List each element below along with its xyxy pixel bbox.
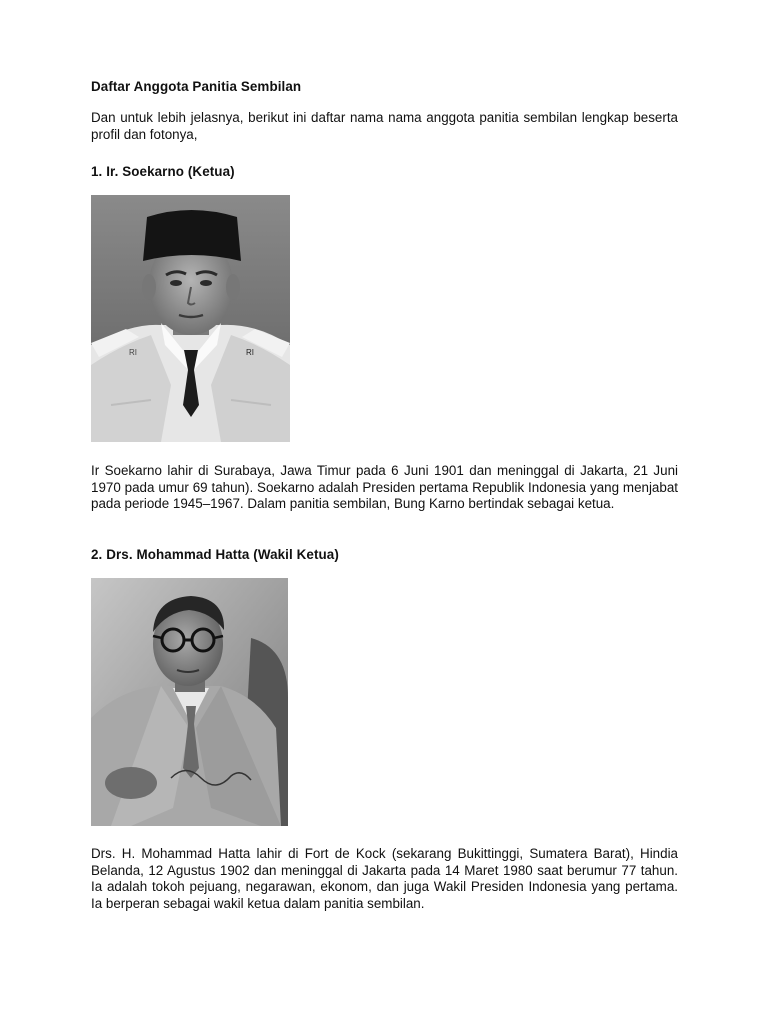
document-title: Daftar Anggota Panitia Sembilan — [91, 79, 302, 94]
member-2-bio: Drs. H. Mohammad Hatta lahir di Fort de Kock (sekarang Bukittinggi, Sumatera Barat), Hindia Belanda, 12 Agustus 1902 dan meninggal di Jakarta pada 14 Maret 1980 saat berumur 77 tahun. Ia adalah tokoh pejuang, negarawan, ekonom, dan juga Wakil Presiden Indonesia yang pertama. Ia berperan sebagai wakil ketua dalam panitia sembilan. — [91, 846, 678, 911]
svg-text:RI: RI — [129, 348, 137, 357]
member-2-heading: 2. Drs. Mohammad Hatta (Wakil Ketua) — [91, 547, 339, 562]
member-1-heading: 1. Ir. Soekarno (Ketua) — [91, 164, 235, 179]
intro-paragraph: Dan untuk lebih jelasnya, berikut ini daftar nama nama anggota panitia sembilan lengkap beserta profil dan fotonya, — [91, 110, 678, 142]
svg-text:RI: RI — [246, 348, 254, 357]
member-1-bio: Ir Soekarno lahir di Surabaya, Jawa Timur pada 6 Juni 1901 dan meninggal di Jakarta, 21 Juni 1970 pada umur 69 tahun). Soekarno adalah Presiden pertama Republik Indonesia yang menjabat pada periode 1945–1967. Dalam panitia sembilan, Bung Karno bertindak sebagai ketua. — [91, 463, 678, 512]
portrait-photo-soekarno-icon — [91, 195, 290, 442]
portrait-photo-hatta-icon — [91, 578, 288, 826]
